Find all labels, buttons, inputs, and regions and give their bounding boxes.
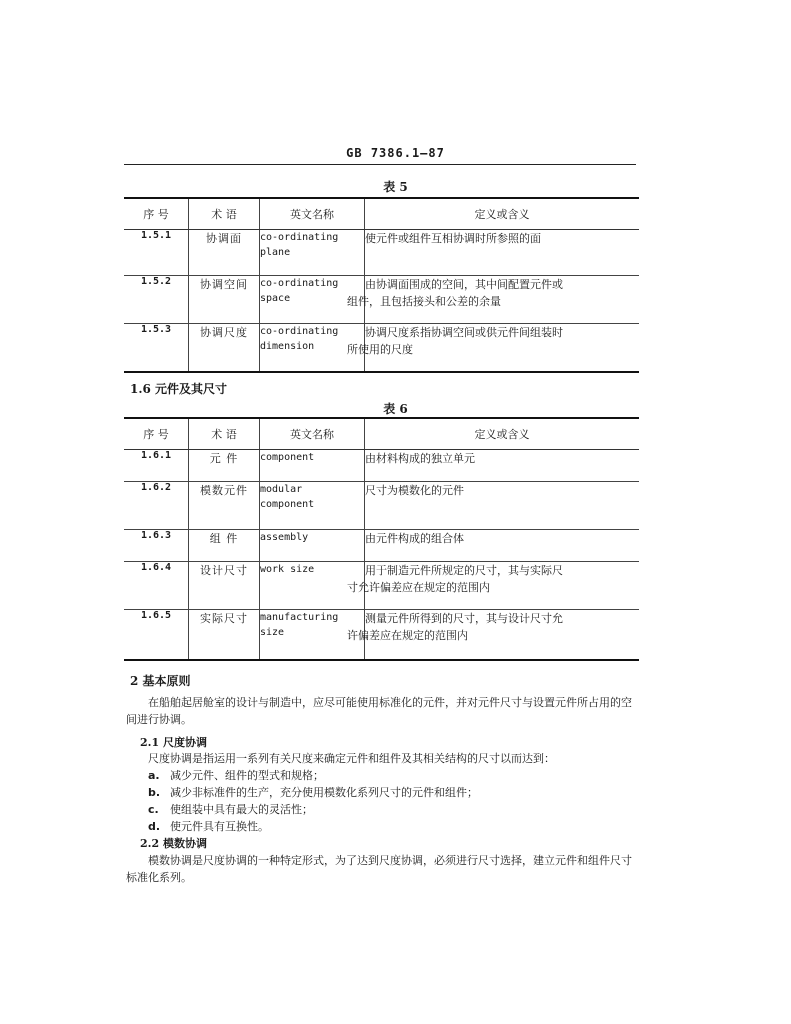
english-name-line: plane	[260, 247, 291, 258]
row-number: 1.6.1	[124, 450, 189, 482]
section-2-2-text: 模数协调是尺度协调的一种特定形式，为了达到尺度协调，必须进行尺寸选择，建立元件和组件尺寸标准化系列。	[126, 854, 632, 884]
table-row	[124, 230, 639, 276]
col-header-english: 英文名称	[260, 198, 365, 230]
row-definition	[347, 276, 640, 324]
item-letter: a.	[148, 769, 160, 782]
row-term: 协调面	[189, 230, 260, 276]
item-text: 减少非标准件的生产，充分使用模数化系列尺寸的元件和组件；	[170, 786, 478, 799]
section-2-intro: 在船舶起居舱室的设计与制造中，应尽可能使用标准化的元件，并对元件尺寸与设置元件所占用的空间进行协调。	[126, 696, 632, 726]
english-name-line: modular	[260, 484, 303, 495]
section-2-1-title: 2.1 尺度协调	[140, 736, 207, 749]
row-number: 1.6.5	[124, 610, 189, 660]
standard-header: GB 7386.1—87	[346, 146, 445, 160]
row-definition	[347, 610, 640, 660]
definition-line: 由协调面围成的空间，其中间配置元件或	[365, 278, 563, 291]
table-row	[124, 530, 639, 562]
row-number: 1.6.3	[124, 530, 189, 562]
table-row	[124, 276, 639, 324]
row-number: 1.5.3	[124, 324, 189, 372]
table-row	[124, 450, 639, 482]
english-name-line: component	[260, 499, 315, 510]
row-english-name	[260, 482, 365, 530]
row-definition	[365, 530, 640, 562]
row-term: 实际尺寸	[189, 610, 260, 660]
item-letter: b.	[148, 786, 161, 799]
english-name-line: work size	[260, 564, 315, 575]
definition-line: 用于制造元件所规定的尺寸，其与实际尺	[365, 564, 563, 577]
table-row	[124, 562, 639, 610]
english-name-line: co-ordinating	[260, 326, 339, 337]
item-b	[148, 784, 478, 801]
item-c	[148, 801, 313, 818]
item-text: 减少元件、组件的型式和规格；	[170, 769, 324, 782]
english-name-line: dimension	[260, 341, 315, 352]
row-number: 1.6.4	[124, 562, 189, 610]
item-letter: c.	[148, 803, 159, 816]
col-header-definition: 定义或含义	[365, 198, 640, 230]
item-d	[148, 818, 269, 835]
definition-line: 寸允许偏差应在规定的范围内	[347, 581, 490, 594]
row-term: 模数元件	[189, 482, 260, 530]
table6-caption: 表 6	[383, 402, 408, 416]
english-name-line: co-ordinating	[260, 232, 339, 243]
table-row	[124, 610, 639, 660]
definition-line: 尺寸为模数化的元件	[365, 484, 464, 497]
col-header-definition: 定义或含义	[365, 418, 640, 450]
row-term: 设计尺寸	[189, 562, 260, 610]
table-row	[124, 482, 639, 530]
item-letter: d.	[148, 820, 161, 833]
col-header-number: 序 号	[124, 198, 189, 230]
row-english-name	[260, 530, 365, 562]
item-text: 使组装中具有最大的灵活性；	[170, 803, 313, 816]
section-2-1-lead: 尺度协调是指运用一系列有关尺度来确定元件和组件及其相关结构的尺寸以而达到：	[148, 752, 555, 765]
row-definition	[347, 324, 640, 372]
row-term: 组 件	[189, 530, 260, 562]
row-definition	[365, 230, 640, 276]
header-rule	[124, 164, 636, 165]
english-name-line: size	[260, 627, 285, 638]
section-2-2-title: 2.2 模数协调	[140, 837, 207, 850]
row-number: 1.6.2	[124, 482, 189, 530]
english-name-line: component	[260, 452, 315, 463]
row-term: 元 件	[189, 450, 260, 482]
table-header-row	[124, 198, 639, 230]
table-row	[124, 324, 639, 372]
english-name-line: space	[260, 293, 291, 304]
row-number: 1.5.2	[124, 276, 189, 324]
english-name-line: manufacturing	[260, 612, 339, 623]
definition-line: 由元件构成的组合体	[365, 532, 464, 545]
row-english-name	[260, 230, 365, 276]
col-header-english: 英文名称	[260, 418, 365, 450]
definition-line: 由材料构成的独立单元	[365, 452, 475, 465]
definition-line: 许偏差应在规定的范围内	[347, 629, 468, 642]
item-a	[148, 767, 324, 784]
table-6	[124, 417, 639, 661]
row-definition	[365, 450, 640, 482]
col-header-term: 术 语	[189, 198, 260, 230]
english-name-line: co-ordinating	[260, 278, 339, 289]
row-english-name	[260, 450, 365, 482]
row-number: 1.5.1	[124, 230, 189, 276]
table5-caption: 表 5	[383, 180, 408, 194]
definition-line: 协调尺度系指协调空间或供元件间组装时	[365, 326, 563, 339]
row-definition	[347, 562, 640, 610]
col-header-number: 序 号	[124, 418, 189, 450]
definition-line: 测量元件所得到的尺寸，其与设计尺寸允	[365, 612, 563, 625]
section-1-6-title: 1.6 元件及其尺寸	[130, 382, 228, 396]
definition-line: 所使用的尺度	[347, 343, 413, 356]
col-header-term: 术 语	[189, 418, 260, 450]
item-text: 使元件具有互换性。	[170, 820, 269, 833]
row-term: 协调空间	[189, 276, 260, 324]
section-2-title: 2 基本原则	[130, 674, 191, 688]
english-name-line: assembly	[260, 532, 309, 543]
definition-line: 组件，且包括接头和公差的余量	[347, 295, 501, 308]
row-term: 协调尺度	[189, 324, 260, 372]
table-header-row	[124, 418, 639, 450]
definition-line: 使元件或组件互相协调时所参照的面	[365, 232, 541, 245]
table-5	[124, 197, 639, 373]
row-definition	[365, 482, 640, 530]
